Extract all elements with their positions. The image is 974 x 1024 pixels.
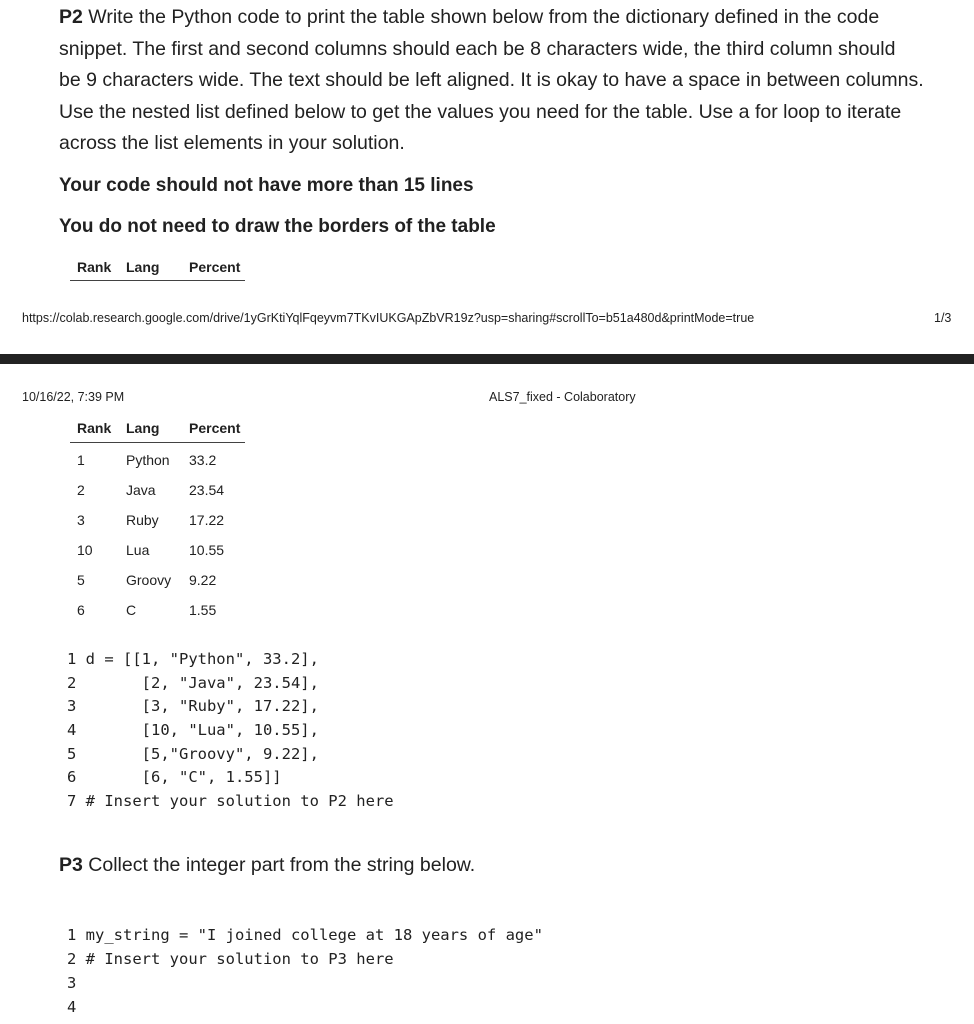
code-line: 1 d = [[1, "Python", 33.2], [67,650,319,668]
borders-note: You do not need to draw the borders of the table [59,216,496,237]
header-underline [70,280,245,281]
code-line: 4 [10, "Lua", 10.55], [67,721,319,739]
code-line: 5 [5,"Groovy", 9.22], [67,745,319,763]
table-cell: 2 [77,482,85,498]
code-line: 2 # Insert your solution to P3 here [67,950,394,968]
table-cell: 10.55 [189,542,225,558]
table-cell: 33.2 [189,452,217,468]
table-cell: 9.22 [189,572,217,588]
code-line: 1 my_string = "I joined college at 18 years of age" [67,926,543,944]
p3-instructions [59,854,475,877]
table-cell: Lua [126,542,150,558]
p2-label: P2 [59,6,83,28]
table-cell: Ruby [126,512,159,528]
p3-label: P3 [59,854,83,876]
document-title: ALS7_fixed - Colaboratory [489,390,636,404]
p2-line: be 9 characters wide. The text should be left aligned. It is okay to have a space in between columns. [59,69,924,92]
table-cell: 1.55 [189,602,217,618]
header-rank: Rank [77,259,112,275]
table-cell: 6 [77,602,85,618]
p2-line: Use the nested list defined below to get the values you need for the table. Use a for loop to iterate [59,100,902,123]
code-line: 4 [67,998,77,1016]
header-lang: Lang [126,259,160,275]
table-cell: Groovy [126,572,172,588]
page-number: 1/3 [934,311,952,325]
page-break [0,354,974,364]
table-cell: Java [126,482,156,498]
header-lang: Lang [126,420,160,436]
print-date: 10/16/22, 7:39 PM [22,390,125,404]
header-underline [70,442,245,443]
p2-line: snippet. The first and second columns should each be 8 characters wide, the third column should [59,37,896,60]
header-percent: Percent [189,420,241,436]
p2-line: across the list elements in your solution. [59,132,405,155]
footer-url: https://colab.research.google.com/drive/1yGrKtiYqlFqeyvm7TKvIUKGApZbVR19z?usp=sharing#scrollTo=b51a480d&printMode=true [22,311,755,325]
table-cell: 1 [77,452,85,468]
header-rank: Rank [77,420,112,436]
code-line: 7 # Insert your solution to P2 here [67,792,394,810]
code-line: 2 [2, "Java", 23.54], [67,674,319,692]
table-cell: 5 [77,572,85,588]
code-line: 3 [67,974,77,992]
table-cell: C [126,602,137,618]
table-cell: 23.54 [189,482,225,498]
code-line: 6 [6, "C", 1.55]] [67,768,282,786]
p2-instructions [59,2,959,160]
line-limit-note: Your code should not have more than 15 lines [59,175,474,196]
table-cell: 17.22 [189,512,225,528]
table-cell: Python [126,452,170,468]
table-cell: 3 [77,512,85,528]
header-percent: Percent [189,259,241,275]
table-cell: 10 [77,542,93,558]
code-line: 3 [3, "Ruby", 17.22], [67,697,319,715]
p2-line: Write the Python code to print the table shown below from the dictionary defined in the code [82,6,880,28]
p3-text: Collect the integer part from the string below. [82,854,476,876]
